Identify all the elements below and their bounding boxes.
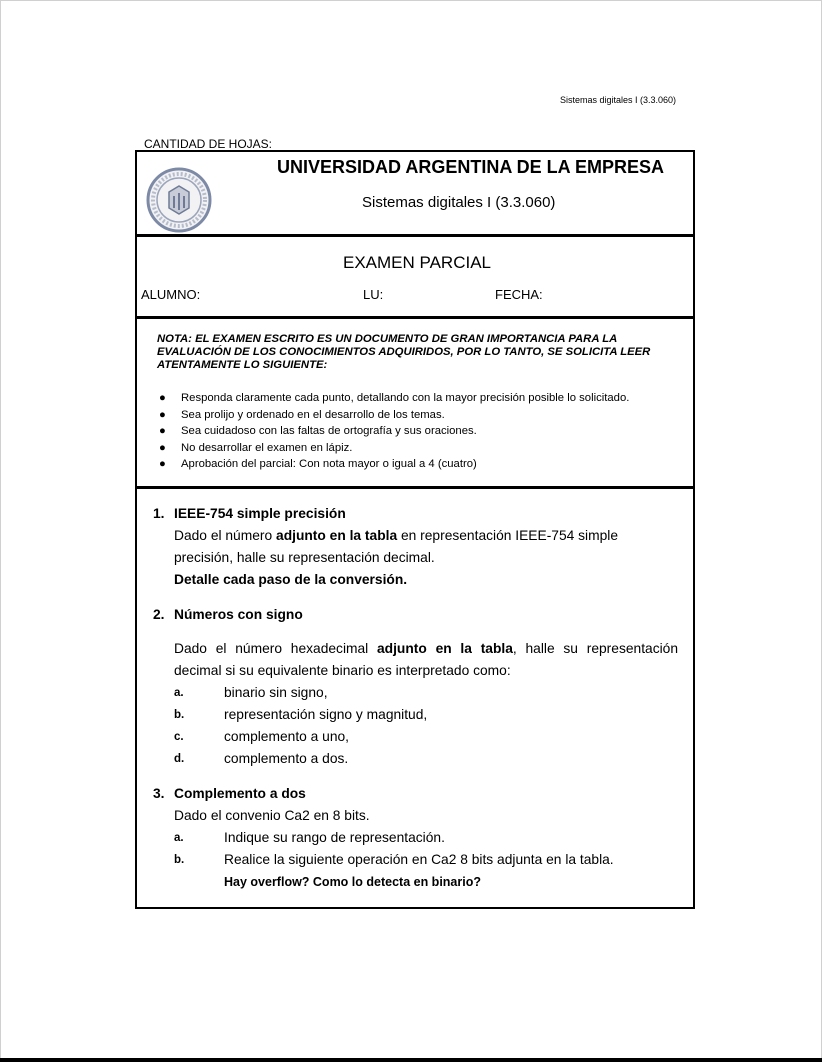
question-3-title: 3. Complemento a dos	[153, 786, 306, 801]
running-header: Sistemas digitales I (3.3.060)	[560, 95, 677, 105]
university-seal-icon	[145, 166, 213, 234]
subject-title: Sistemas digitales I (3.3.060)	[362, 194, 556, 211]
question-2-title: 2. Números con signo	[153, 607, 303, 622]
list-item: ● Responda claramente cada punto, detallando con la mayor precisión posible lo solicitado.	[159, 392, 630, 404]
option-extra: Hay overflow? Como lo detecta en binario?	[224, 875, 481, 889]
list-item: ● No desarrollar el examen en lápiz.	[159, 441, 353, 454]
questions-section	[137, 489, 693, 907]
exam-info-section	[137, 237, 693, 319]
option-item: b. Realice la siguiente operación en Ca2 8 bits adjunta en la tabla.	[174, 852, 614, 867]
option-item: c. complemento a uno,	[174, 729, 350, 744]
exam-frame	[135, 150, 695, 909]
university-header	[137, 152, 693, 237]
sheets-count-label: CANTIDAD DE HOJAS:	[144, 137, 273, 151]
list-item: ● Sea cuidadoso con las faltas de ortografía y sus oraciones.	[159, 425, 477, 437]
question-1-title: 1. IEEE-754 simple precisión	[153, 506, 346, 521]
list-item: ● Sea prolijo y ordenado en el desarrollo de los temas.	[159, 408, 445, 421]
option-item: a. Indique su rango de representación.	[174, 830, 445, 845]
option-item: d. complemento a dos.	[174, 751, 349, 766]
date-field: FECHA:	[495, 287, 543, 302]
instructions-section	[137, 319, 693, 489]
question-3-body: Dado el convenio Ca2 en 8 bits.	[174, 808, 370, 823]
bullet-icon: ●	[159, 408, 166, 421]
bullet-icon: ●	[159, 441, 166, 454]
page-bottom-edge	[0, 1058, 822, 1062]
questions	[153, 503, 678, 893]
question-1-body: Dado el número adjunto en la tabla en representación IEEE-754 simple precisión, halle su representación decimal.	[174, 528, 619, 565]
option-item: b. representación signo y magnitud,	[174, 707, 428, 722]
list-item: ● Aprobación del parcial: Con nota mayor o igual a 4 (cuatro)	[159, 458, 477, 470]
bullet-icon: ●	[159, 392, 166, 404]
bullet-icon: ●	[159, 458, 166, 470]
rules-list	[157, 392, 629, 475]
question-1-note: Detalle cada paso de la conversión.	[174, 572, 408, 587]
university-name: UNIVERSIDAD ARGENTINA DE LA EMPRESA	[277, 157, 665, 177]
bullet-icon: ●	[159, 425, 166, 437]
note-text: NOTA: EL EXAMEN ESCRITO ES UN DOCUMENTO DE GRAN IMPORTANCIA PARA LA EVALUACIÓN DE LOS CONOCIMIENTOS ADQUIRIDOS, POR LO TANTO, SE SOLICITA LEER ATENTAMENTE LO SIGUIENTE:	[157, 333, 651, 371]
student-field: ALUMNO:	[141, 287, 201, 302]
option-item: a. binario sin signo,	[174, 685, 328, 700]
exam-title: EXAMEN PARCIAL	[343, 253, 492, 272]
question-2-body: Dado el número hexadecimal adjunto en la tabla, halle su representación decimal si su equivalente binario es interpretado como:	[174, 641, 679, 678]
lu-field: LU:	[363, 287, 384, 302]
